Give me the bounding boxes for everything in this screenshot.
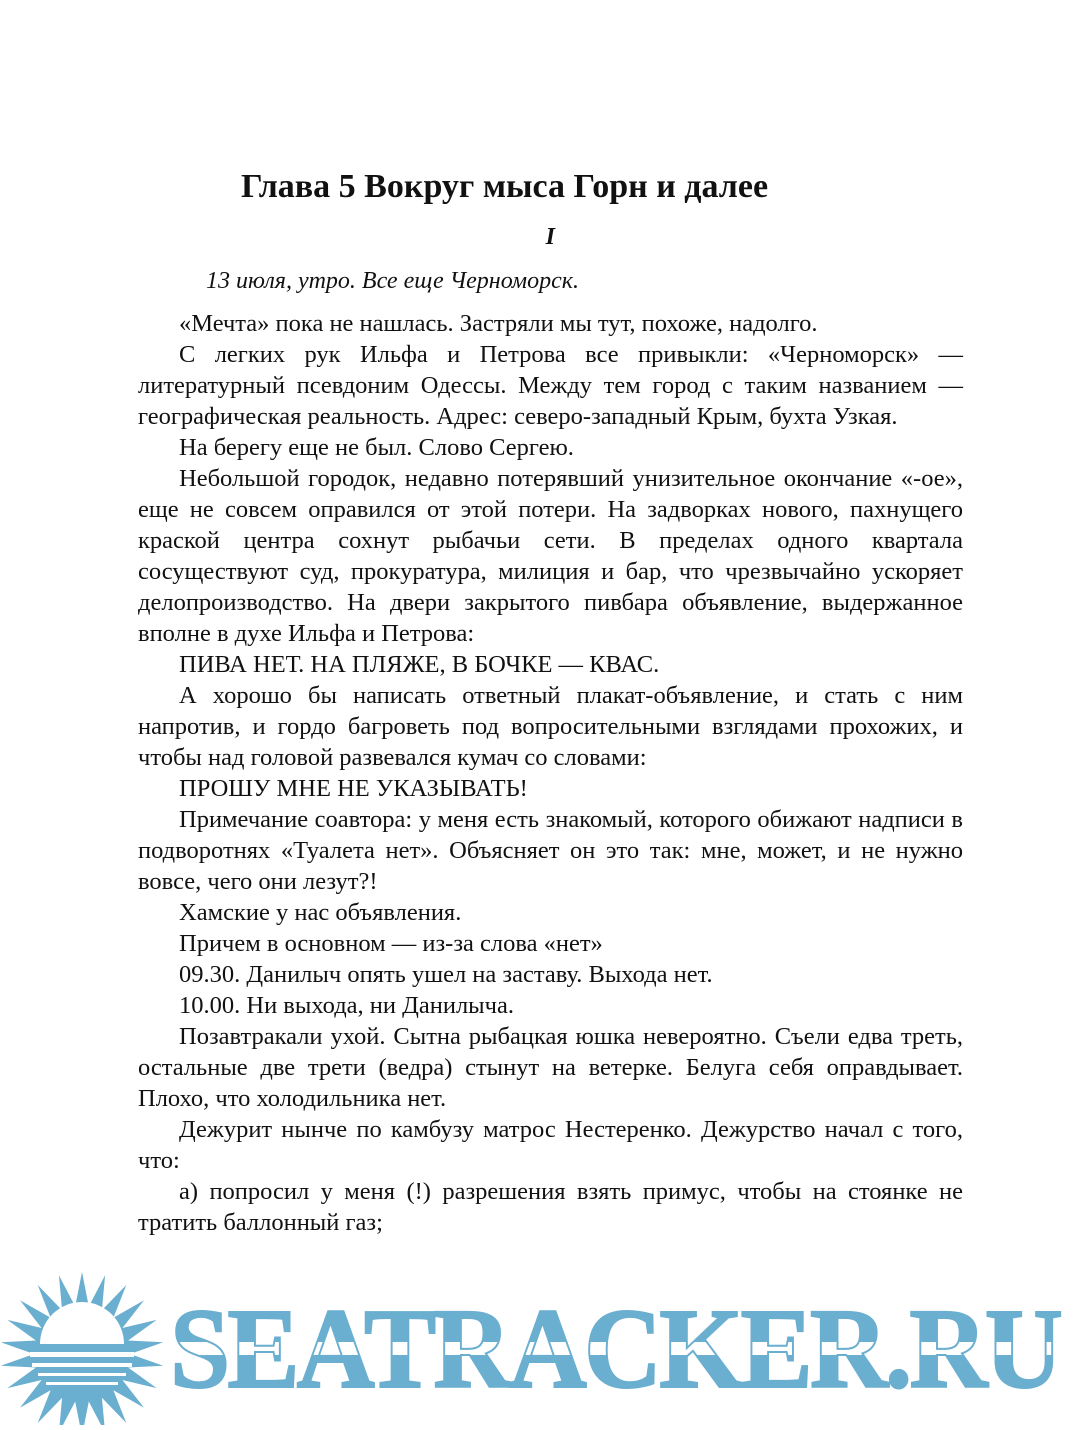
- watermark-text: SEATRACKER.RU: [170, 1285, 1061, 1412]
- paragraph: ПИВА НЕТ. НА ПЛЯЖЕ, В БОЧКЕ — КВАС.: [179, 651, 660, 678]
- watermark: [0, 1262, 1080, 1425]
- paragraph: Позавтракали ухой. Сытна рыбацкая юшка невероятно. Съели едва треть, остальные две трети (ведра) стынут на ветерке. Белуга себя оправдывает. Плохо, что холодильника нет.: [138, 1023, 963, 1112]
- paragraph: Небольшой городок, недавно потерявший унизительное окончание «-ое», еще не совсем оправился от этой потери. На задворках нового, пахнущего краской центра сохнут рыбачьи сети. В пределах одного квартала сосуществуют суд, прокуратура, милиция и бар, что чрезвычайно ускоряет делопроизводство. На двери закрытого пивбара объявление, выдержанное вполне в духе Ильфа и Петрова:: [138, 465, 963, 647]
- paragraph: С легких рук Ильфа и Петрова все привыкли: «Черноморск» — литературный псевдоним Одессы. Между тем город с таким названием — географическая реальность. Адрес: северо-западный Крым, бухта Узкая.: [138, 341, 963, 430]
- paragraph: Дежурит нынче по камбузу матрос Нестеренко. Дежурство начал с того, что:: [138, 1116, 963, 1174]
- section-numeral: I: [545, 224, 555, 250]
- paragraph: Причем в основном — из-за слова «нет»: [179, 930, 603, 957]
- paragraph: а) попросил у меня (!) разрешения взять примус, чтобы на стоянке не тратить баллонный газ;: [138, 1178, 963, 1236]
- paragraph: ПРОШУ МНЕ НЕ УКАЗЫВАТЬ!: [179, 775, 528, 802]
- entry-date: 13 июля, утро. Все еще Черноморск.: [206, 268, 579, 294]
- chapter-title: Глава 5 Вокруг мыса Горн и далее: [240, 168, 769, 205]
- paragraph: На берегу еще не был. Слово Сергею.: [179, 434, 574, 461]
- paragraph: Хамские у нас объявления.: [179, 899, 462, 926]
- paragraph: А хорошо бы написать ответный плакат-объявление, и стать с ним напротив, и гордо багроветь под вопросительными взглядами прохожих, и чтобы над головой развевался кумач со словами:: [138, 682, 963, 771]
- paragraph: 10.00. Ни выхода, ни Данилыча.: [179, 992, 514, 1019]
- paragraph: 09.30. Данилыч опять ушел на заставу. Выхода нет.: [179, 961, 713, 988]
- page-text: [138, 165, 963, 1238]
- paragraph: Примечание соавтора: у меня есть знакомый, которого обижают надписи в подворотнях «Туалета нет». Объясняет он это так: мне, может, и не нужно вовсе, чего они лезут?!: [138, 806, 963, 895]
- sun-icon: [1, 1272, 163, 1425]
- paragraph: «Мечта» пока не нашлась. Застряли мы тут, похоже, надолго.: [179, 310, 818, 337]
